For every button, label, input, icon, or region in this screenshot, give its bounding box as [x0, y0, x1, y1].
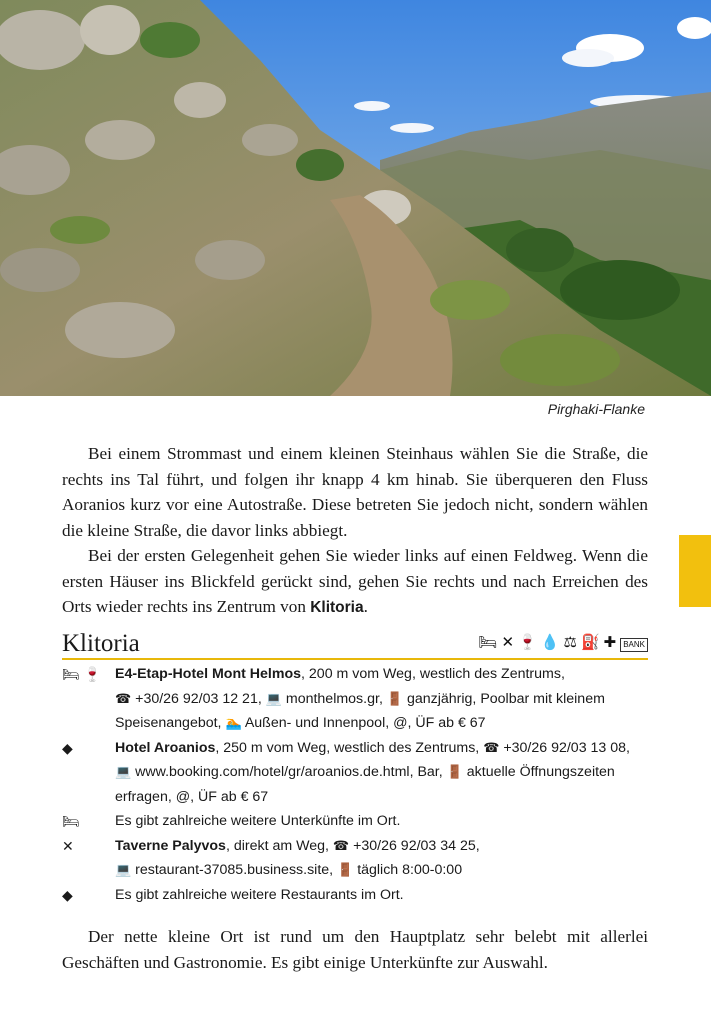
photo-caption: Pirghaki-Flanke [547, 401, 645, 417]
hotel-pool: Außen- und Innenpool, @, ÜF ab € 67 [244, 715, 486, 731]
list-item [62, 883, 648, 908]
hotel-website[interactable]: www.booking.com/hotel/gr/aroanios.de.html, Bar, [135, 764, 443, 780]
restaurant-name: Taverne Palyvos [115, 837, 226, 854]
hotel-opening: ganzjährig, Poolbar mit kleinem Speisenangebot, [115, 690, 605, 731]
closing-paragraph [62, 924, 648, 975]
restaurant-opening: täglich 8:00-0:00 [357, 862, 463, 878]
restaurant-icon: ✕ [501, 634, 515, 651]
list-item [62, 834, 648, 883]
phone-icon: ☎ [332, 837, 350, 853]
place-name-klitoria: Klitoria [310, 599, 364, 616]
section-header [62, 630, 648, 660]
door-icon: 🚪 [446, 764, 463, 779]
photo-illustration [0, 0, 711, 396]
restaurant-website[interactable]: restaurant-37085.business.site, [135, 862, 334, 878]
list-item: 🛏 🍷 E4-Etap-Hotel Mont Helmos, 200 m vom Weg, westlich des Zentrums, ☎ +30/26 92/03 12 21, 💻 monthelmos.gr, 🚪 ganzjährig, Poolbar mit kleinem Speisenangebot, 🏊 Außen- und Innenpool, @, ÜF ab € 67 [62, 662, 648, 736]
route-description [62, 441, 648, 621]
bed-and-bar-icon: 🛏 🍷 [62, 666, 102, 682]
pharmacy-icon: ✚ [603, 634, 617, 651]
bed-icon: 🛏 [62, 813, 80, 829]
diamond-bullet-icon: ◆ [62, 886, 73, 903]
section-title: Klitoria [62, 630, 140, 657]
hotel-phone: +30/26 92/03 13 08, [503, 739, 630, 756]
wine-glass-icon: 🍷 [518, 634, 537, 651]
hotel-opening: aktuelle Öffnungszeiten erfragen, @, ÜF ab € 67 [115, 764, 615, 805]
restaurant-desc: , direkt am Weg, [225, 837, 329, 854]
hotel-desc: , 200 m vom Weg, westlich des Zentrums, [301, 666, 565, 682]
list-text: Es gibt zahlreiche weitere Unterkünfte im Ort. [115, 813, 401, 829]
laptop-icon: 💻 [115, 764, 132, 779]
bed-icon: 🛏 [478, 634, 498, 651]
chapter-tab-marker [679, 535, 711, 607]
amenity-icons [478, 634, 648, 652]
paragraph-2 [62, 543, 648, 621]
list-item [62, 809, 648, 834]
phone-icon: ☎ [115, 690, 132, 706]
list-item [62, 736, 648, 810]
paragraph-2-text: Bei der ersten Gelegenheit gehen Sie wieder links auf einen Feldweg. Wenn die ersten Häuser ins Blickfeld gerückt sind, gehen Sie rechts und nach Erreichen des Orts wieder rechts ins Zentrum von [62, 546, 648, 616]
laptop-icon: 💻 [115, 862, 132, 877]
restaurant-icon: ✕ [62, 837, 74, 854]
paragraph-2-end: . [363, 597, 368, 616]
paragraph-1: Bei einem Strommast und einem kleinen Steinhaus wählen Sie die Straße, die rechts ins Tal führt, und folgen ihr knapp 4 km hinab. Sie überqueren den Fluss Aoranios kurz vor eine Autostraße. Diese betreten Sie jedoch nicht, sondern wählen die kleine Straße, die davor links abbiegt. [62, 444, 648, 540]
hotel-name: Hotel Aroanios [115, 739, 216, 756]
mountain-path-photo [0, 0, 711, 396]
hotel-desc: , 250 m vom Weg, westlich des Zentrums, [215, 739, 480, 756]
hotel-name: E4-Etap-Hotel Mont Helmos [115, 666, 302, 682]
door-icon: 🚪 [386, 690, 404, 706]
diamond-bullet-icon: ◆ [62, 739, 73, 756]
pool-icon: 🏊 [225, 715, 242, 730]
water-drop-icon: 💧 [540, 634, 560, 651]
door-icon: 🚪 [337, 862, 354, 877]
hotel-phone: +30/26 92/03 12 21 [135, 690, 258, 707]
shop-icon: ⚖ [563, 634, 577, 651]
fuel-icon: ⛽ [580, 634, 600, 651]
closing-text: Der nette kleine Ort ist rund um den Hauptplatz sehr belebt mit allerlei Geschäften und Gastronomie. Es gibt einige Unterkünfte zur Auswahl. [62, 927, 648, 972]
restaurant-phone: +30/26 92/03 34 25, [353, 837, 480, 854]
info-list [62, 662, 648, 907]
phone-icon: ☎ [483, 739, 500, 755]
list-text: Es gibt zahlreiche weitere Restaurants im Ort. [115, 886, 404, 903]
laptop-icon: 💻 [265, 690, 282, 706]
bank-icon: BANK [620, 638, 648, 652]
hotel-website[interactable]: monthelmos.gr [285, 690, 379, 707]
